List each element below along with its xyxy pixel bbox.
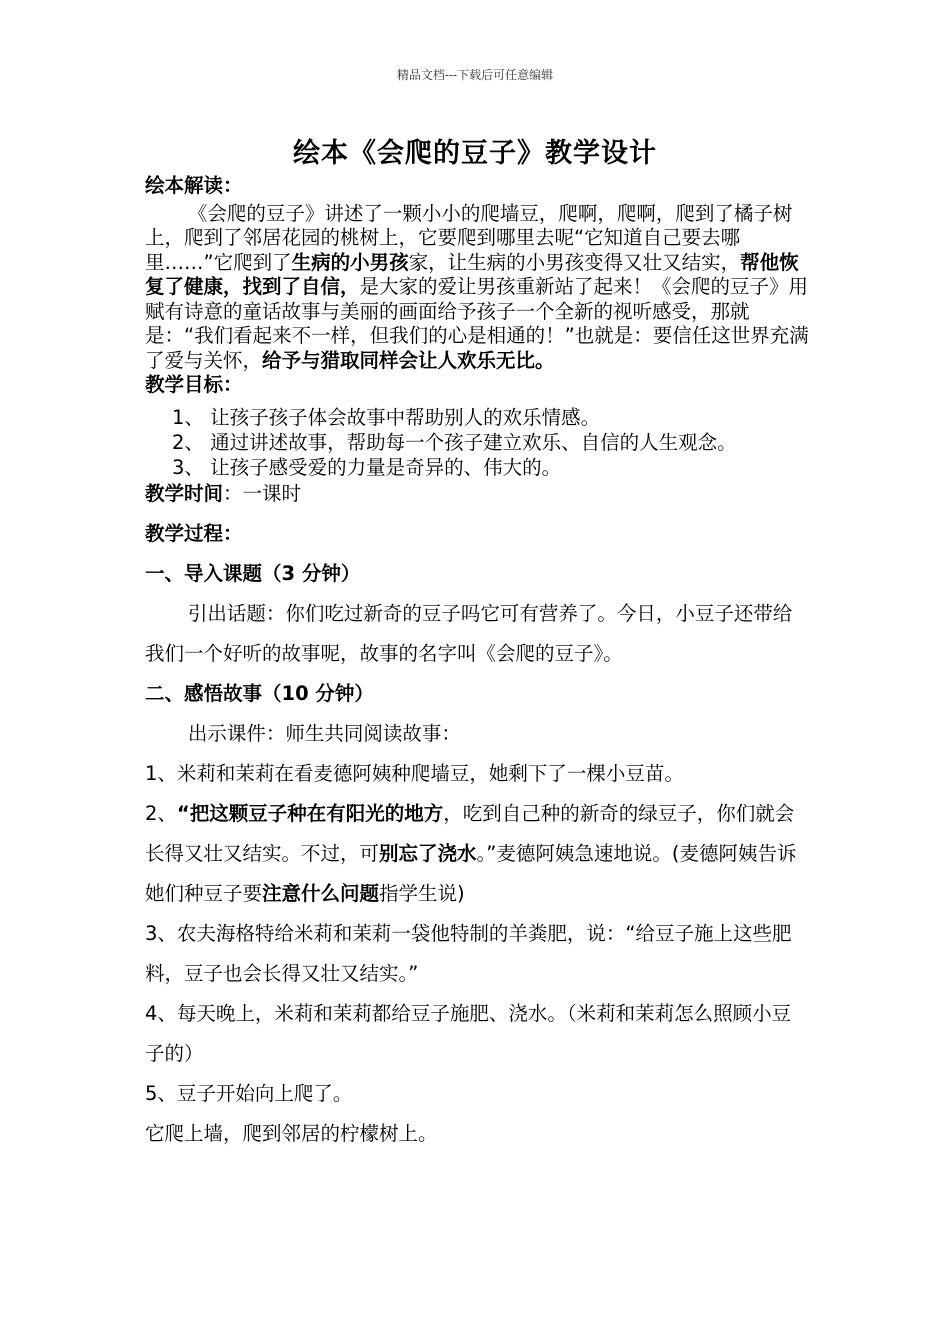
story-item-1: 1、米莉和茉莉在看麦德阿姨种爬墙豆，她剩下了一棵小豆苗。 [145, 761, 684, 785]
story-item-2-text-3: 指学生说) [379, 881, 465, 905]
section2-lead: 出示课件：师生共同阅读故事： [187, 721, 461, 745]
teaching-time-value: ：一课时 [223, 481, 302, 505]
story-item-2-text-1: ，吃到自己种的新奇的绿豆子，你们就会长得又壮又结实。不过，可 [145, 801, 795, 865]
goal-item: 3、 让孩子感受爱的力量是奇异的、伟大的。 [172, 455, 562, 479]
story-item-2-number: 2、 [145, 801, 177, 825]
intro-paragraph [145, 202, 810, 374]
story-item-5: 5、豆子开始向上爬了。 [145, 1081, 353, 1105]
intro-bold-3: 给予与猎取同样会让人欢乐无比。 [262, 348, 555, 372]
intro-text-1: 《会爬的豆子》讲述了一颗小小的爬墙豆，爬啊，爬啊，爬到了橘子树上，爬到了邻居花园的桃树上，它要爬到哪里去呢“它知道自己要去哪里……”它爬到了 [145, 201, 793, 274]
story-item-2-text-2: 。”麦德阿姨急速地说。(麦德阿姨告诉她们种豆子要 [145, 841, 797, 905]
story-item-2-bold-1: 种在有阳光的地方 [287, 801, 444, 825]
intro-text-2: 家，让生病的小男孩变得又壮又结实， [408, 250, 741, 274]
teaching-time [145, 480, 810, 508]
teaching-time-label: 教学时间 [145, 481, 224, 505]
story-item-2-quote-open: “把这颗豆子 [176, 801, 288, 825]
intro-bold-2: 帮他恢复了健康，找到了自信， [145, 250, 799, 298]
intro-section [145, 174, 810, 508]
process-section [145, 514, 810, 1154]
story-item-6: 它爬上墙，爬到邻居的柠檬树上。 [145, 1121, 438, 1145]
intro-bold-1: 生病的小男孩 [291, 250, 409, 274]
story-item-4: 4、每天晚上，米莉和茉莉都给豆子施肥、浇水。（米莉和茉莉怎么照顾小豆子的） [145, 1001, 792, 1065]
section1-text: 引出话题：你们吃过新奇的豆子吗它可有营养了。今日，小豆子还带给我们一个好听的故事呢，故事的名字叫《会爬的豆子》。 [145, 601, 793, 665]
story-item-2-bold-3: 注意什么问题 [262, 881, 380, 905]
section1-heading: 一、导入课题（3 分钟） [145, 561, 361, 585]
story-item-2-bold-2: 别忘了浇水 [379, 841, 477, 865]
goals-heading: 教学目标： [145, 373, 243, 396]
process-heading: 教学过程： [145, 521, 243, 545]
header-note: 精品文档---下载后可任意编辑 [396, 68, 554, 82]
section2-heading: 二、感悟故事（10 分钟） [145, 681, 374, 705]
story-item-2 [145, 794, 810, 914]
document-title: 绘本《会爬的豆子》教学设计 [293, 138, 657, 169]
story-item-3: 3、农夫海格特给米莉和茉莉一袋他特制的羊粪肥，说：“给豆子施上这些肥料，豆子也会长得又壮又结实。” [145, 921, 792, 985]
intro-heading: 绘本解读： [145, 174, 243, 197]
document-body [145, 174, 810, 1154]
goal-item: 2、 通过讲述故事，帮助每一个孩子建立欢乐、自信的人生观念。 [172, 430, 737, 454]
intro-text-3: 是大家的爱让男孩重新站了起来！《会爬的豆子》用赋有诗意的童话故事与美丽的画面给予孩子一个全新的视听感受，那就是：“我们看起来不一样，但我们的心是相通的！”也就是：要信任这世界充满了爱与关怀， [145, 275, 809, 372]
goal-item: 1、 让孩子孩子体会故事中帮助别人的欢乐情感。 [172, 405, 601, 429]
